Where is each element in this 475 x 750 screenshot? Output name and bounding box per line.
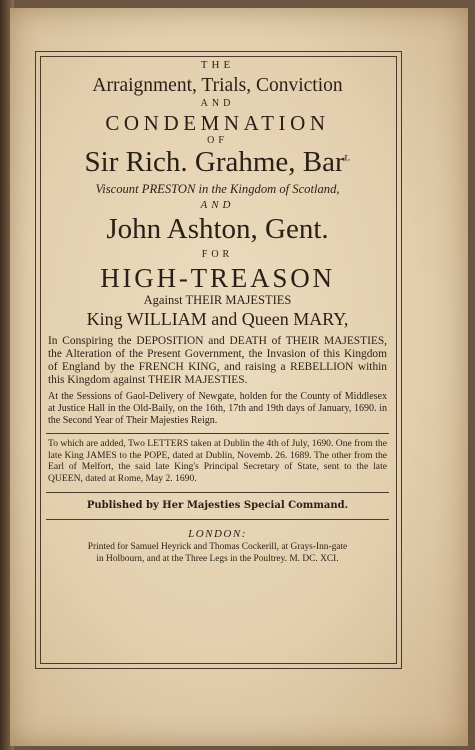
title-and-2: AND (200, 198, 235, 211)
title-the: THE (200, 59, 235, 71)
imprint-line-1: Printed for Samuel Heyrick and Thomas Cockerill, at Grays-Inn-gate (87, 542, 348, 553)
sessions-text: At the Sessions of Gaol-Delivery of Newgate, holden for the County of Middlesex at Justice Hall in the Old-Baily, on the 16th, 17th and 19th days of January, 1690. in the Second Year of Their Majesties Reign. (48, 391, 387, 427)
title-and-1: AND (200, 98, 235, 110)
command-line: Published by Her Majesties Special Command. (86, 500, 349, 511)
title-page-content (46, 60, 389, 565)
title-condemnation: CONDEMNATION (105, 110, 330, 135)
imprint-city: LONDON: (188, 527, 247, 540)
title-of: OF (207, 134, 228, 146)
defendant-ashton: John Ashton, Gent. (106, 213, 329, 246)
title-arraignment: Arraignment, Trials, Conviction (92, 74, 343, 96)
title-high-treason: HIGH-TREASON (100, 263, 335, 294)
rule-1 (46, 433, 389, 434)
title-monarchs: King WILLIAM and Queen MARY, (86, 308, 349, 329)
imprint-line-2: in Holbourn, and at the Three Legs in the Poultrey. M. DC. XCI. (96, 553, 339, 564)
title-for: FOR (201, 248, 234, 260)
title-viscount: Viscount PRESTON in the Kingdom of Scotland, (95, 181, 340, 196)
defendant-grahme: Sir Rich. Grahme, Bar$^{t.}$ (84, 146, 351, 179)
charge-text: In Conspiring the DEPOSITION and DEATH of THEIR MAJESTIES, the Alteration of the Present Government, the Invasion of this Kingdom of England by the FRENCH KING, and raising a REBELLION within this Kingdom against THEIR MAJESTIES. (48, 334, 387, 387)
added-letters-text: To which are added, Two LETTERS taken at Dublin the 4th of July, 1690. One from the late King JAMES to the POPE, dated at Dublin, Novemb. 26. 1689. The other from the Earl of Melfort, the said late King's Principal Secretary of State, sent to the late QUEEN, dated at Rome, May 2. 1690. (48, 438, 387, 484)
title-against: Against THEIR MAJESTIES (143, 292, 292, 307)
rule-2 (46, 492, 389, 493)
rule-3 (46, 519, 389, 520)
